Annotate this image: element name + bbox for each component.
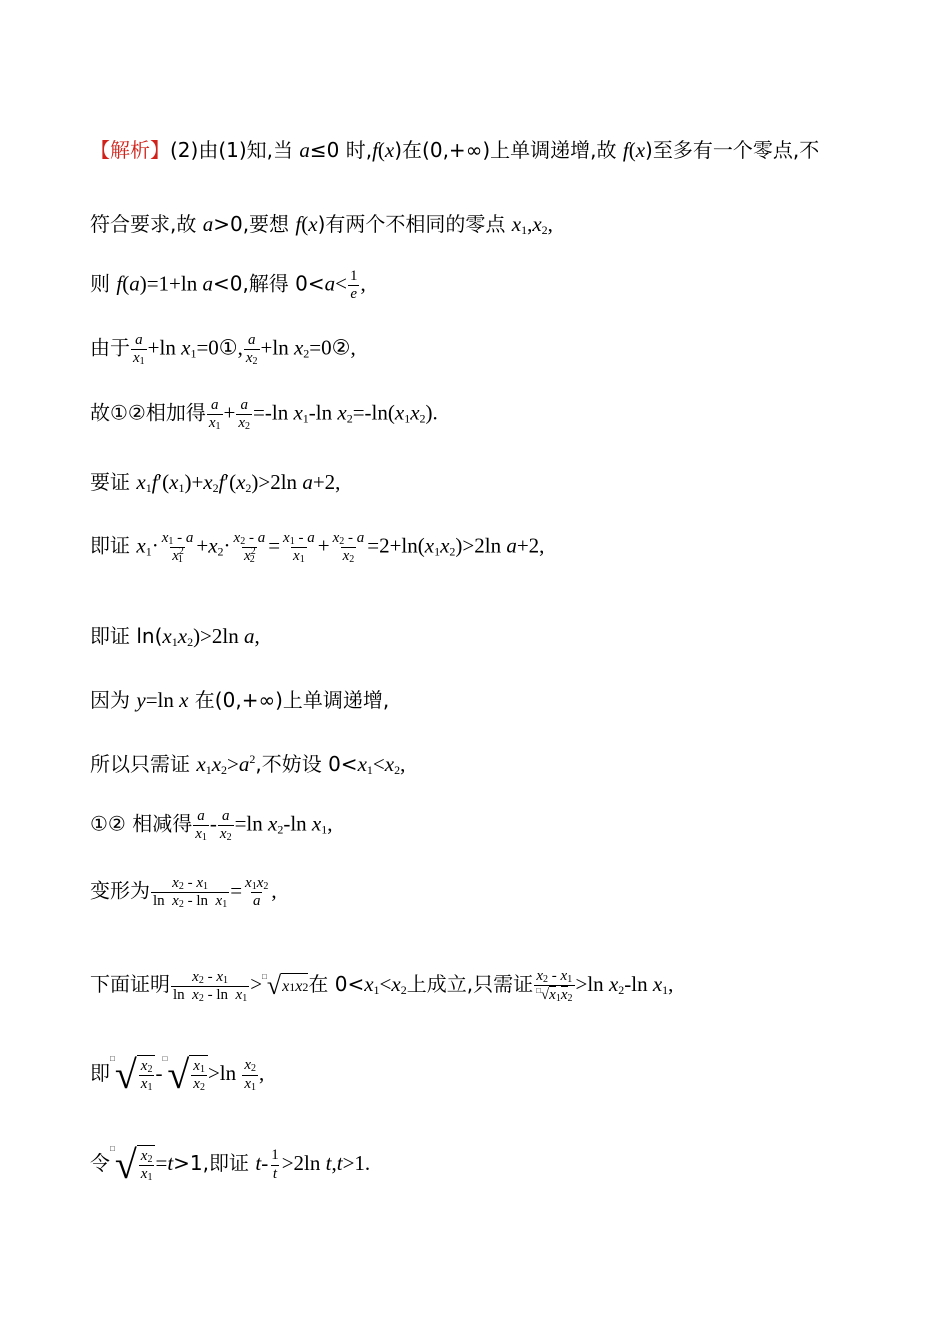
fraction: $\frac{a}{x_1}$ (195, 808, 207, 844)
fraction: $\frac{a}{x_2}$ (219, 808, 232, 844)
fraction: $\frac{x_2}{x_1}$ (140, 1147, 153, 1183)
fraction: $\frac{1}{t}$ (271, 1147, 279, 1182)
radical-sign: √ (114, 1142, 137, 1187)
line-3: 则 f(a)=1+ln a<0,解得 0<a< $\frac{1}{e}$ , (90, 268, 366, 303)
line-5: 故①②相加得 $\frac{a}{x_1}$ + $\frac{a}{x_2}$ =-ln $x_1-\ln$ $x_2=-\ln(x_1x_2)$. (90, 397, 438, 433)
line-8: 即证 $\ln(x_1x_2)>2\ln$ a, (90, 624, 260, 649)
fraction: $\frac{x_2 - x_1}{\ln x_2 - \ln x_1}$ (153, 875, 228, 911)
line-14: 即 □ √ $\frac{x_2}{x_1}$ - □ √ $\frac{x_1}{x_2}$ >ln $\frac{x_2}{x_1}$ , (90, 1052, 265, 1097)
fraction: $\frac{x_1}{x_2}$ (193, 1057, 205, 1093)
fraction: $\frac{a}{x_1}$ (208, 397, 221, 433)
radical-sign: √ (114, 1052, 137, 1097)
line-9: 因为 y=ln x 在(0,+∞)上单调递增, (90, 688, 390, 712)
line-10: 所以只需证 $x_1x_2>a^2$,不妨设 $0<x_1<x_2$, (90, 752, 406, 777)
sqrt: □ √ $\frac{x_1}{x_2}$ (162, 1055, 207, 1095)
analysis-tag: 【解析】 (90, 138, 170, 162)
fraction: $\frac{x_2 - a}{x_2}$ (332, 530, 365, 566)
sqrt: □ √ x 1 x 2 (262, 971, 309, 1001)
fraction: $\frac{1}{e}$ (350, 268, 358, 303)
sqrt: □ √ $\frac{x_2}{x_1}$ (110, 1055, 155, 1095)
fraction: $\frac{x_1 - a}{x_1}$ (283, 530, 315, 566)
line-7: 即证 $x_1\cdot$ $\frac{x_1 - a}{x^2_1}$ $+x_2\cdot$ $\frac{x_2 - a}{x^2_2}$ = $\frac{x_1 - a}{x_1}$ + $\frac{x_2 - a}{x_2}$ $=2+\ln(x_1x_2)>2\ln$ a+2, (90, 530, 545, 566)
line-11: ①② 相减得 $\frac{a}{x_1}$ - $\frac{a}{x_2}$ =ln $x_2-\ln$ $x_1$, (90, 808, 333, 844)
fraction: $\frac{x_2 - x_1}{\ln x_2 - \ln x_1}$ (173, 968, 248, 1004)
fraction: $\frac{a}{x_2}$ (245, 332, 258, 368)
line-12: 变形为 $\frac{x_2 - x_1}{\ln x_2 - \ln x_1}$ = $\frac{x_1x_2}{a}$ , (90, 875, 277, 911)
fraction: $\frac{x_2}{x_1}$ (244, 1057, 257, 1093)
radical-sign: √ (167, 1052, 190, 1097)
fraction: $\frac{a}{x_2}$ (238, 397, 251, 433)
line-4: 由于 $\frac{a}{x_1}$ +ln $x_1=0①$, $\frac{a}{x_2}$ +ln $x_2=0②$, (90, 332, 356, 368)
line-13: 下面证明 $\frac{x_2 - x_1}{\ln x_2 - \ln x_1}$ > □ √ x 1 x 2 在 $0<x_1<x_2$上成立,只需证 $\frac{x_2 - x_1}{^□√x_1x_2}$ >ln $x_2-\ln$ $x_1$, (90, 968, 674, 1005)
fraction: $\frac{a}{x_1}$ (133, 332, 145, 368)
line-6: 要证 $x_1f'(x_1)+x_2f'(x_2)>2\ln$ a+2, (90, 470, 341, 495)
fraction: $\frac{x_2 - a}{x^2_2}$ (233, 530, 266, 566)
line-15: 令 □ √ $\frac{x_2}{x_1}$ =t>1,即证 t- $\frac{1}{t}$ >2ln t,t>1. (90, 1142, 371, 1187)
line-1: 【解析】(2)由(1)知,当 a≤0 时,f(x)在(0,+∞)上单调递增,故 f(x)至多有一个零点,不 (90, 138, 820, 162)
radical-sign: √ (266, 971, 282, 1001)
radical-sign: √ (540, 987, 550, 1004)
fraction: $\frac{x_1x_2}{a}$ (245, 875, 269, 910)
fraction: $\frac{x_2}{x_1}$ (140, 1057, 153, 1093)
fraction: $\frac{x_2 - x_1}{^□√x_1x_2}$ (536, 968, 573, 1005)
fraction: $\frac{x_1 - a}{x^2_1}$ (161, 530, 194, 566)
sqrt: □ √ $\frac{x_2}{x_1}$ (110, 1145, 155, 1185)
line-2: 符合要求,故 a>0,要想 f(x)有两个不相同的零点 $x_1,x_2$, (90, 212, 553, 237)
